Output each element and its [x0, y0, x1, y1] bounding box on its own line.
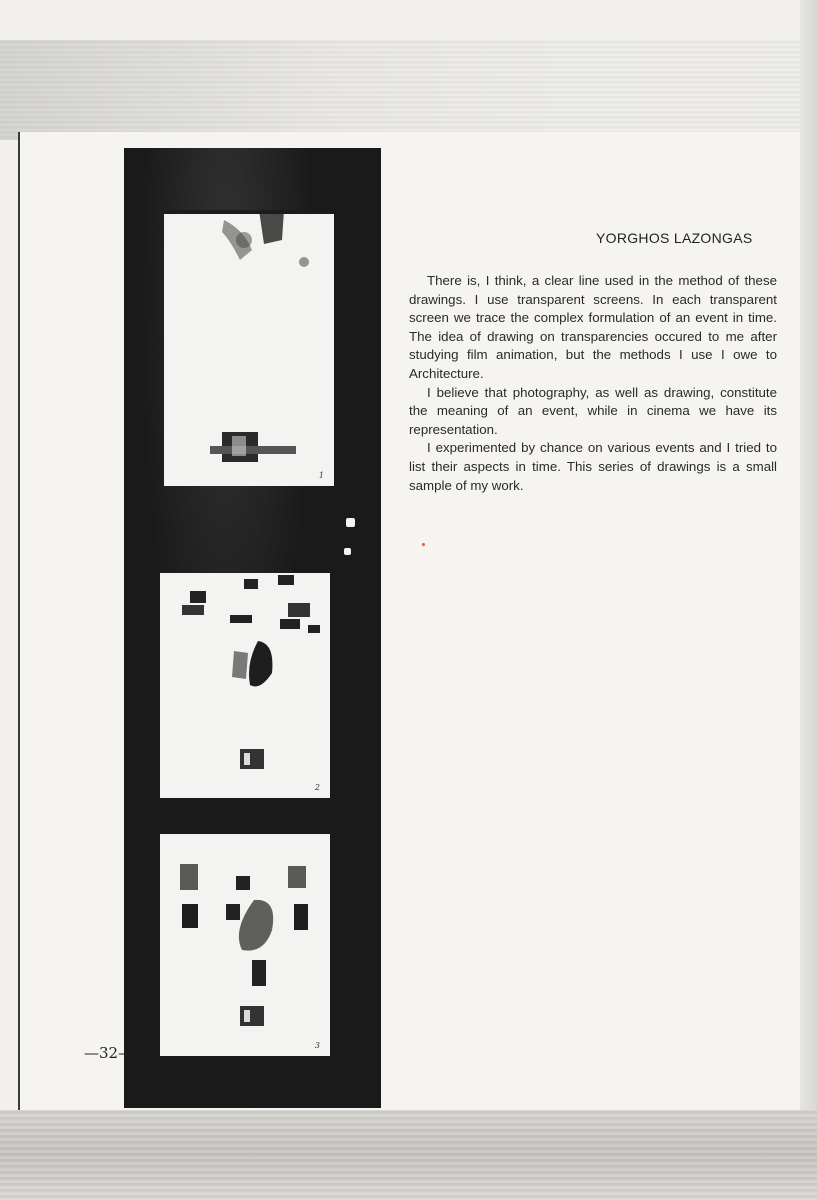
paragraph: There is, I think, a clear line used in the method of these drawings. I use transparent screens. In each transparent screen we trace the complex formulation of an event in time. The idea of drawing on transparencies occured to me after studying film animation, but the methods I use I owe to Architecture. — [409, 273, 777, 381]
article-body — [409, 272, 777, 495]
frame-number: 2 — [314, 783, 320, 792]
page-edge — [800, 0, 817, 1200]
scan-artifact-bottom — [0, 1110, 817, 1200]
drawing-frame-1 — [164, 210, 334, 486]
author-name: YORGHOS LAZONGAS — [596, 230, 753, 246]
paragraph: I believe that photography, as well as drawing, constitute the meaning of an event, while in cinema we have its representation. — [409, 384, 777, 437]
filmstrip-image — [124, 148, 381, 1108]
frame-number: 3 — [314, 1041, 320, 1050]
ink-speck — [422, 543, 425, 546]
paragraph: I experimented by chance on various events and I tried to list their aspects in time. This series of drawings is a small sample of my work. — [409, 440, 777, 493]
scan-artifact-top — [0, 40, 817, 140]
sprocket-hole — [344, 548, 351, 555]
frame-number: 1 — [318, 471, 324, 480]
drawing-frame-2 — [160, 573, 330, 798]
drawing-frame-3 — [160, 834, 330, 1056]
sprocket-hole — [346, 518, 355, 527]
page-number: —32— — [84, 1044, 134, 1062]
